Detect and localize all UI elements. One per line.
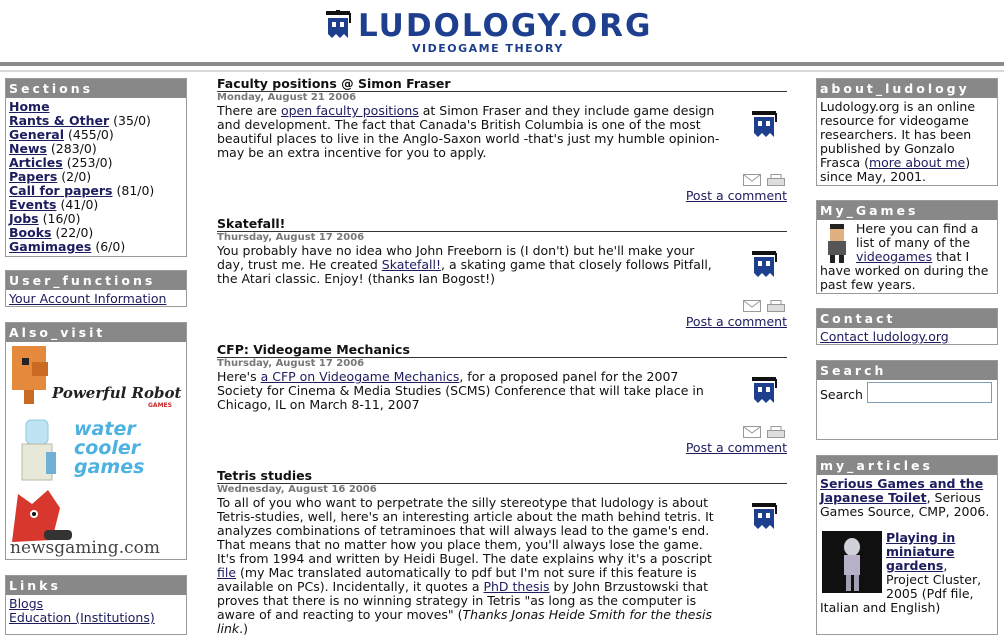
robot-head-icon [8, 344, 56, 410]
my-articles-box [816, 455, 998, 635]
section-link[interactable]: Gamimages [9, 239, 92, 254]
section-link[interactable]: Books [9, 225, 52, 240]
section-link[interactable]: Call for papers [9, 183, 113, 198]
post [217, 342, 787, 468]
post [217, 216, 787, 342]
post-date: Thursday, August 17 2006 [217, 232, 365, 243]
ghost-icon [747, 250, 781, 280]
post [217, 468, 787, 636]
post-tools [743, 426, 787, 438]
post-link[interactable]: file [217, 565, 237, 580]
ghost-icon [747, 110, 781, 140]
more-about-me-link[interactable]: more about me [868, 155, 966, 170]
my-articles-heading: my_articles [817, 456, 997, 475]
section-link[interactable]: Events [9, 197, 57, 212]
site-logo[interactable] [322, 6, 682, 62]
links-box [5, 575, 187, 635]
main-content [217, 76, 787, 636]
links-blogs[interactable]: Blogs [9, 596, 44, 611]
also-visit-box [5, 322, 187, 560]
post-title[interactable]: Tetris studies [217, 468, 787, 484]
post-title[interactable]: Skatefall! [217, 216, 787, 232]
my-games-box [816, 200, 998, 294]
section-link[interactable]: Papers [9, 169, 58, 184]
sections-box [5, 78, 187, 257]
ghost-logo-icon [322, 10, 354, 42]
section-item: Papers (2/0) [9, 169, 92, 184]
links-heading: Links [6, 576, 186, 595]
section-item: General (455/0) [9, 127, 114, 142]
water-cooler-icon [8, 416, 68, 482]
ghost-icon [747, 376, 781, 406]
contact-link[interactable]: Contact ludology.org [820, 329, 949, 344]
print-icon[interactable] [767, 174, 785, 186]
newsgaming-banner[interactable] [8, 486, 184, 556]
post-tools [743, 174, 787, 186]
print-icon[interactable] [767, 300, 785, 312]
article-item: Serious Games and the Japanese Toilet, Serious Games Source, CMP, 2006. [820, 476, 990, 519]
videogames-link[interactable]: videogames [856, 249, 933, 264]
article-thumbnail [822, 531, 882, 593]
my-games-text: Here you can find a list of many of the videogames that I have worked on during the past few years. [820, 221, 989, 292]
article-item: Playing in miniature gardens, Project Cluster, 2005 (Pdf file, Italian and English) [820, 530, 982, 615]
post [217, 76, 787, 202]
post-title[interactable]: Faculty positions @ Simon Fraser [217, 76, 787, 92]
newsgaming-logo: newsgaming.com [10, 538, 160, 558]
search-input[interactable] [867, 382, 992, 403]
post-comment-link[interactable]: Post a comment [685, 188, 787, 203]
section-link[interactable]: Jobs [9, 211, 39, 226]
post-comment-link[interactable]: Post a comment [685, 440, 787, 455]
post-body: To all of you who want to perpetrate the silly stereotype that ludology is about Tetris-studies, well, here's an interesting article about the math behind tetris. It analyzes combinations of tetraminoes that will always lead to the game's end. That means that no matter how you place them, you'll always lose the game. It's from 1994 and written by Heidi Bugel. The date explains why it's a poscript file (my Mac translated automatically to pdf but I'm not sure if this feature is available on PCs). Incidentally, it quotes a PhD thesis by John Brzustowski that proves that there is no winning strategy in Tetris "as long as the computer is aware of and reacting to your moves" (Thanks Jonas Heide Smith for the thesis link.) [217, 495, 714, 636]
my-games-heading: My_Games [817, 201, 997, 220]
powerful-robot-logo: Powerful Robot [52, 384, 182, 402]
section-item: Books (22/0) [9, 225, 94, 240]
post-date: Monday, August 21 2006 [217, 92, 357, 103]
email-icon[interactable] [743, 174, 761, 186]
post-date: Thursday, August 17 2006 [217, 358, 365, 369]
article-link[interactable]: Serious Games and the Japanese Toilet [820, 476, 984, 505]
water-cooler-logo: water cooler games [74, 418, 145, 478]
print-icon[interactable] [767, 426, 785, 438]
powerful-robot-banner[interactable] [8, 344, 184, 410]
section-item: Call for papers (81/0) [9, 183, 155, 198]
section-item: Articles (253/0) [9, 155, 113, 170]
section-item: Gamimages (6/0) [9, 239, 126, 254]
header-divider [0, 70, 1004, 72]
about-heading: about_ludology [817, 79, 997, 98]
post-comment-link[interactable]: Post a comment [685, 314, 787, 329]
post-title[interactable]: CFP: Videogame Mechanics [217, 342, 787, 358]
section-link[interactable]: News [9, 141, 47, 156]
site-header [0, 0, 1004, 66]
sections-list [6, 98, 186, 256]
user-functions-box [5, 270, 187, 307]
account-info-link[interactable]: Your Account Information [9, 291, 167, 306]
post-link[interactable]: open faculty positions [280, 103, 419, 118]
also-visit-heading: Also_visit [6, 323, 186, 342]
section-link[interactable]: General [9, 127, 64, 142]
section-item: Jobs (16/0) [9, 211, 81, 226]
contact-box [816, 308, 998, 345]
post-tools [743, 300, 787, 312]
powerful-robot-games-label: GAMES [148, 402, 172, 409]
post-link[interactable]: a CFP on Videogame Mechanics [260, 369, 460, 384]
about-text: Ludology.org is an online resource for videogame researchers. It has been published by Gonzalo Frasca (more about me) since May, 2001. [820, 99, 976, 184]
post-body: There are open faculty positions at Simon Fraser and they include game design and development. The fact that Canada's British Columbia is one of the most beautiful places to live in the Anglo-Saxon world -that's just my humble opinion- may be an extra incentive for you to apply. [217, 103, 720, 160]
post-body: You probably have no idea who John Freeborn is (I don't) but he'll make your day, trust me. He created Skatefall!, a skating game that closely follows Pitfall, the Atari classic. Enjoy! (thanks Ian Bogost!) [217, 243, 712, 286]
search-label: Search [820, 387, 863, 402]
section-item: News (283/0) [9, 141, 97, 156]
ghost-icon [747, 502, 781, 532]
user-functions-heading: User_functions [6, 271, 186, 290]
post-date: Wednesday, August 16 2006 [217, 484, 377, 495]
about-box [816, 78, 998, 186]
post-body: Here's a CFP on Videogame Mechanics, for a proposed panel for the 2007 Society for Cinema & Media Studies (SCMS) Conference that will take place in Chicago, IL on March 8-11, 2007 [217, 369, 704, 412]
site-subtitle: VIDEOGAME THEORY [412, 42, 564, 55]
contact-heading: Contact [817, 309, 997, 328]
water-cooler-games-banner[interactable] [8, 416, 184, 482]
my-articles-list [817, 475, 997, 617]
post-link[interactable]: PhD thesis [483, 579, 550, 594]
article-link[interactable]: Playing in miniature gardens [886, 530, 956, 573]
search-heading: Search [817, 361, 997, 380]
section-item: Events (41/0) [9, 197, 99, 212]
avatar-icon [822, 222, 852, 264]
sections-heading: Sections [6, 79, 186, 98]
post-link[interactable]: Skatefall! [381, 257, 441, 272]
section-link-home[interactable]: Home [9, 99, 50, 114]
section-link[interactable]: Articles [9, 155, 63, 170]
links-education[interactable]: Education (Institutions) [9, 610, 155, 625]
newsgaming-dog-icon [8, 486, 76, 544]
email-icon[interactable] [743, 426, 761, 438]
section-link[interactable]: Rants & Other [9, 113, 110, 128]
site-title: LUDOLOGY.ORG [358, 8, 653, 44]
search-box [816, 360, 998, 440]
section-item: Rants & Other (35/0) [9, 113, 151, 128]
email-icon[interactable] [743, 300, 761, 312]
